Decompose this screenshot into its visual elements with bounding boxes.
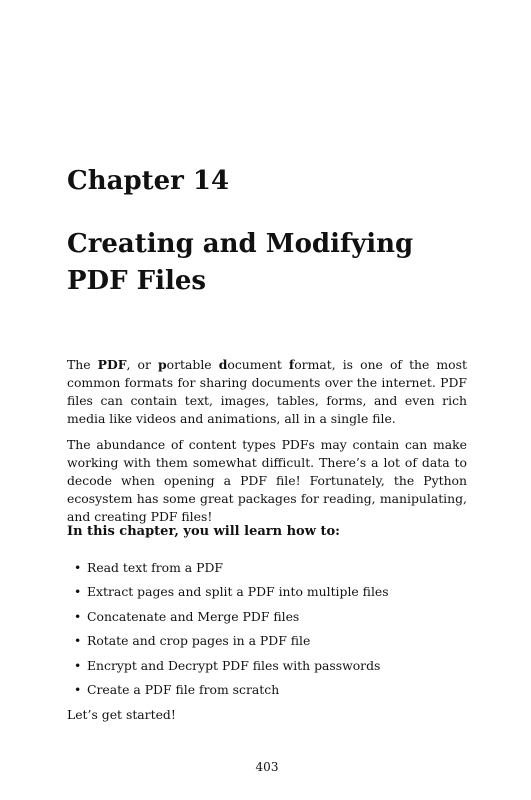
intro-text: The [67,357,98,372]
bold-letter-d: d [218,357,228,372]
list-item-text: Concatenate and Merge PDF files [87,608,300,624]
list-item [67,605,467,629]
chapter-label: Chapter 14 [67,166,230,196]
closing-line: Let’s get started! [67,707,176,722]
chapter-title: Creating and Modifying PDF Files [67,229,414,296]
book-page [67,0,467,800]
list-item-text: Encrypt and Decrypt PDF files with passwords [87,657,381,673]
intro-paragraph-2: The abundance of content types PDFs may contain can make working with them somewhat difficult. There’s a lot of data to decode when opening a PDF file! Fortunately, the Python ecosystem has some great packages for reading, manipulating, and creating PDF files! [67,437,467,524]
bullet-icon: • [74,682,82,698]
bullet-icon: • [74,633,82,649]
list-item [67,678,467,702]
intro-text: ocument [227,357,289,372]
page-number: 403 [255,760,279,774]
intro-paragraph-1 [67,356,467,428]
bold-letter-f: f [288,357,295,372]
list-item-text: Create a PDF file from scratch [87,682,280,698]
intro-text: ormat, is one of the most common formats for sharing documents over the internet. PDF files can contain text, images, tables, forms, and even rich media like videos and animations, all in a single file. [67,357,467,426]
list-item-text: Extract pages and split a PDF into multiple files [87,584,389,600]
bullet-icon: • [74,657,82,673]
bullet-icon: • [74,584,82,600]
list-item [67,580,467,604]
list-item [67,629,467,653]
list-item [67,654,467,678]
list-item-text: Read text from a PDF [87,560,223,575]
list-item [67,556,467,580]
intro-text: ortable [166,357,219,372]
bullet-icon: • [74,560,82,575]
list-item-text: Rotate and crop pages in a PDF file [87,633,311,649]
learning-objectives-list [67,556,467,702]
bold-letter-p: p [157,357,167,372]
intro-text: , or [126,357,158,372]
bullet-icon: • [74,608,82,624]
pdf-bold-term: PDF [97,357,127,372]
learn-heading: In this chapter, you will learn how to: [67,524,340,539]
